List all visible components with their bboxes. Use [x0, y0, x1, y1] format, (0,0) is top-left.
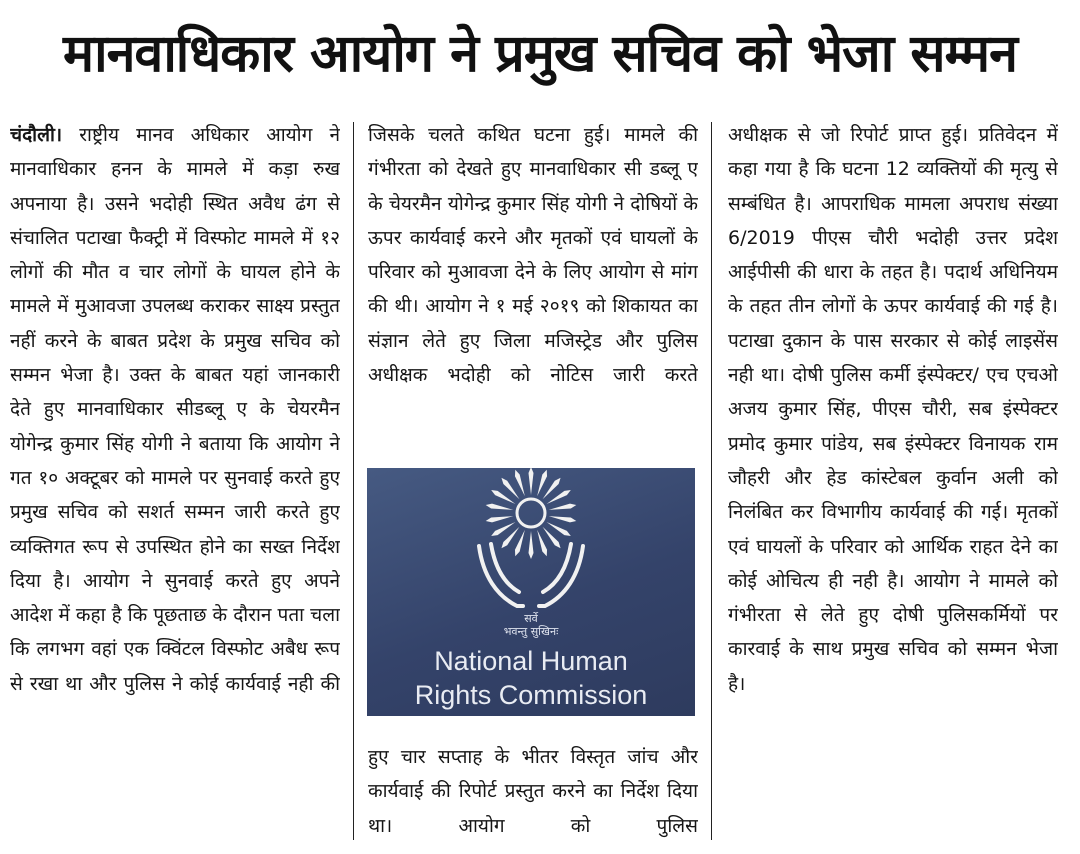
column-2-bottom-body: हुए चार सप्ताह के भीतर विस्तृत जांच और कार्यवाई की रिपोर्ट प्रस्तुत करने का निर्देश दिया था। आयोग को पुलिस — [368, 746, 698, 837]
column-3-body: अधीक्षक से जो रिपोर्ट प्राप्त हुई। प्रतिवेदन में कहा गया है कि घटना 12 व्यक्तियों की मृत्यु से सम्बंधित है। आपराधिक मामला अपराध संख्या 6/2019 पीएस चौरी भदोही उत्तर प्रदेश आईपीसी की धारा के तहत है। पदार्थ अधिनियम के तहत तीन लोगों के ऊपर कार्यवाई की गई है। पटाखा दुकान के पास सरकार से कोई लाइसेंस नही था। दोषी पुलिस कर्मी इंस्पेक्टर/ एच एचओ अजय कुमार सिंह, पीएस चौरी, सब इंस्पेक्टर प्रमोद कुमार पांडेय, सब इंस्पेक्टर विनायक राम जौहरी और हेड कांस्टेबल कुर्वान अली को निलंबित कर विभागीय कार्यवाई की गई। मृतकों एवं घायलों के परिवार को आर्थिक राहत देने का कोई ओचित्य ही नही है। आयोग ने मामले को गंभीरता से लेते हुए दोषी पुलिसकर्मियों पर कारवाई के साथ प्रमुख सचिव को सम्मन भेजा है। — [728, 124, 1058, 695]
column-1-body: राष्ट्रीय मानव अधिकार आयोग ने मानवाधिकार हनन के मामले में कड़ा रुख अपनाया है। उसने भदोही स्थित अवैध ढंग से संचालित पटाखा फैक्ट्री में विस्फोट मामले में १२ लोगों की मौत व चार लोगों के घायल होने के मामले में मुआवजा उपलब्ध कराकर साक्ष्य प्रस्तुत नहीं करने के बाबत प्रदेश के प्रमुख सचिव को सम्मन भेजा है। उक्त के बाबत यहां जानकारी देते हुए मानवाधिकार सीडब्लू ए के चेयरमैन योगेन्द्र कुमार सिंह योगी ने बताया कि आयोग ने गत १० अक्टूबर को मामले पर सुनवाई करते हुए प्रमुख सचिव को सशर्त सम्मन जारी करते हुए व्यक्तिगत रूप से उपस्थित होने का सख्त निर्देश दिया है। आयोग ने सुनवाई करते हुए अपने आदेश में कहा है कि पूछताछ के दौरान पता चला कि लगभग वहां एक क्विंटल विस्फोट अबैध रूप से रखा था और पुलिस ने कोई कार्यवाई नही की — [10, 124, 340, 695]
caption-line-2: Rights Commission — [414, 680, 648, 710]
column-divider-1 — [353, 122, 354, 840]
motto-line-1: सर्वे — [524, 612, 538, 625]
article-column-2-top — [368, 118, 698, 444]
column-1-text — [10, 118, 340, 701]
column-divider-2 — [711, 122, 712, 840]
nhrc-sun-hands-icon — [367, 468, 695, 716]
nhrc-photo — [367, 468, 695, 716]
caption-line-1: National Human — [434, 646, 628, 676]
sun-rays — [485, 468, 576, 559]
headline: मानवाधिकार आयोग ने प्रमुख सचिव को भेजा सम्मन — [63, 24, 1017, 84]
dateline: चंदौली। — [10, 124, 63, 146]
column-2-top-body: जिसके चलते कथित घटना हुई। मामले की गंभीरता को देखते हुए मानवाधिकार सी डब्लू ए के चेयरमैन योगेन्द्र कुमार सिंह योगी ने दोषियों के ऊपर कार्यवाई करने और मृतकों एवं घायलों के परिवार को मुआवजा देने के लिए आयोग से मांग की थी। आयोग ने १ मई २०१९ को शिकायत का संज्ञान लेते हुए जिला मजिस्ट्रेड और पुलिस अधीक्षक भदोही को नोटिस जारी करते — [368, 124, 698, 387]
article-column-3 — [728, 118, 1058, 701]
article-column-2-bottom — [368, 740, 698, 842]
article-column-1 — [10, 118, 340, 701]
motto-line-2: भवन्तु सुखिनः — [503, 625, 559, 638]
